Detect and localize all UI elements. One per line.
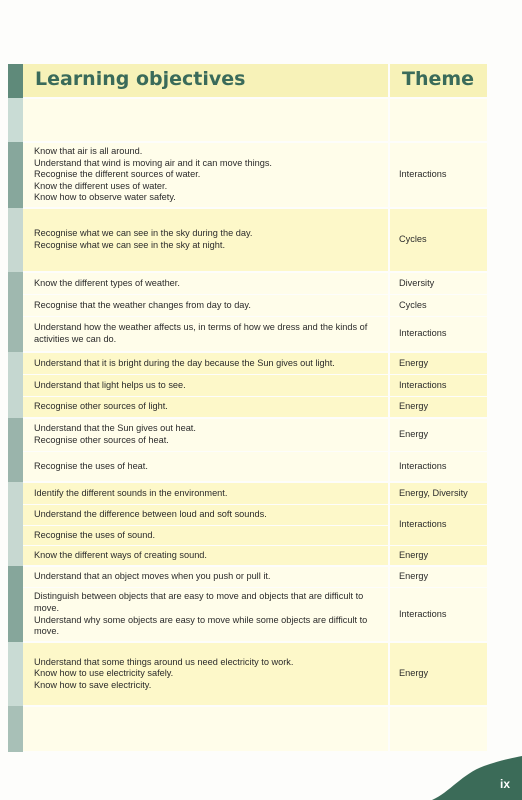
objective-line: Know the different ways of creating sound.	[34, 549, 207, 560]
table-row-objective	[23, 273, 388, 294]
strip-segment	[8, 272, 23, 352]
table-row-theme	[390, 353, 487, 374]
objective-line: Know that air is all around.	[34, 146, 143, 157]
objective-line: Understand that some things around us need electricity to work.	[34, 656, 294, 667]
theme-value: Energy	[399, 429, 429, 440]
theme-value: Interactions	[399, 519, 447, 530]
strip-segment	[8, 566, 23, 642]
theme-value: Interactions	[399, 379, 447, 390]
table-row-objective	[23, 526, 388, 545]
table-row-objective	[23, 505, 388, 525]
table-row-objective	[23, 707, 388, 751]
table-row-objective	[23, 99, 388, 141]
table-row-objective	[23, 375, 388, 396]
table-row-objective	[23, 397, 388, 417]
theme-value: Interactions	[399, 169, 447, 180]
objective-line: activities we can do.	[34, 334, 117, 344]
table-row-objective	[23, 143, 388, 207]
header-theme-label: Theme	[402, 68, 475, 90]
table-row-objective	[23, 483, 388, 504]
table-row-theme	[390, 99, 487, 141]
objective-line: Recognise the uses of sound.	[34, 529, 156, 540]
table-row-objective	[23, 588, 388, 641]
objective-line: Recognise what we can see in the sky during the day.	[34, 228, 253, 239]
objective-line: Identify the different sounds in the environment.	[34, 487, 228, 498]
table-row-objective	[23, 353, 388, 374]
theme-value: Cycles	[399, 299, 427, 310]
table-row-theme	[390, 317, 487, 351]
objective-line: Recognise other sources of heat.	[34, 435, 169, 445]
table-row-theme	[390, 419, 487, 451]
header-objectives	[23, 64, 388, 97]
objective-line: Know how to use electricity safely.	[34, 668, 174, 679]
theme-value: Energy	[399, 401, 429, 412]
table-row-theme	[390, 375, 487, 396]
strip-segment	[8, 418, 23, 482]
objective-line: Understand that the Sun gives out heat.	[34, 423, 196, 434]
corner-wave-graphic	[432, 752, 522, 800]
table-row-theme	[390, 567, 487, 587]
objective-line: Recognise the uses of heat.	[34, 460, 148, 471]
theme-value: Energy, Diversity	[399, 487, 468, 498]
objective-line: Understand that wind is moving air and it can move things.	[34, 157, 272, 168]
header-theme	[390, 64, 487, 97]
theme-value: Diversity	[399, 277, 435, 288]
table-row-theme	[390, 397, 487, 417]
table-row-theme	[390, 643, 487, 705]
table-row-objective	[23, 419, 388, 451]
table-row-objective	[23, 546, 388, 565]
strip-segment	[8, 642, 23, 706]
objective-line: Know how to observe water safety.	[34, 192, 176, 203]
objective-line: Recognise the different sources of water.	[34, 169, 201, 180]
objective-line: Understand that light helps us to see.	[34, 379, 186, 390]
table-row-theme	[390, 295, 487, 316]
strip-segment	[8, 98, 23, 142]
theme-value: Interactions	[399, 608, 447, 619]
table-row-objective	[23, 567, 388, 587]
objective-line: Understand the difference between loud and soft sounds.	[34, 509, 267, 520]
theme-value: Energy	[399, 549, 429, 560]
table-row-objective	[23, 643, 388, 705]
table-row-objective	[23, 209, 388, 271]
theme-value: Interactions	[399, 460, 447, 471]
table-row-theme	[390, 209, 487, 271]
objective-line: Understand that it is bright during the day because the Sun gives out light.	[34, 357, 335, 368]
objective-line: Understand how the weather affects us, in terms of how we dress and the kinds of	[34, 322, 368, 333]
strip-segment	[8, 706, 23, 752]
strip-segment	[8, 142, 23, 208]
objective-line: move.	[34, 626, 60, 637]
objective-line: Recognise that the weather changes from day to day.	[34, 299, 251, 310]
table-row-theme	[390, 483, 487, 504]
objective-line: Distinguish between objects that are easy to move and objects that are difficult to	[34, 591, 364, 602]
objective-line: Recognise other sources of light.	[34, 401, 168, 412]
strip-segment	[8, 64, 23, 98]
table-row-theme	[390, 143, 487, 207]
theme-value: Energy	[399, 357, 429, 368]
theme-value: Energy	[399, 571, 429, 582]
strip-segment	[8, 208, 23, 272]
strip-segment	[8, 352, 23, 418]
table-row-objective	[23, 295, 388, 316]
table-row-theme	[390, 707, 487, 751]
objective-line: Know the different types of weather.	[34, 277, 180, 288]
table-row-theme	[390, 452, 487, 481]
theme-value: Interactions	[399, 328, 447, 339]
objective-line: Recognise what we can see in the sky at night.	[34, 240, 226, 250]
page-number: ix	[499, 777, 510, 791]
table-row-theme	[390, 505, 487, 545]
theme-value: Energy	[399, 668, 429, 679]
objective-line: move.	[34, 602, 60, 613]
strip-segment	[8, 482, 23, 566]
table-row-theme	[390, 588, 487, 641]
theme-value: Cycles	[399, 234, 427, 245]
table-row-objective	[23, 452, 388, 481]
header-objectives-label: Learning objectives	[35, 68, 246, 90]
table-row-theme	[390, 273, 487, 294]
objective-line: Know the different uses of water.	[34, 180, 168, 191]
objective-line: Understand why some objects are easy to move while some objects are difficult to	[34, 614, 368, 625]
objective-line: Know how to save electricity.	[34, 679, 152, 690]
table-row-theme	[390, 546, 487, 565]
objective-line: Understand that an object moves when you push or pull it.	[34, 571, 271, 582]
table-row-objective	[23, 317, 388, 351]
